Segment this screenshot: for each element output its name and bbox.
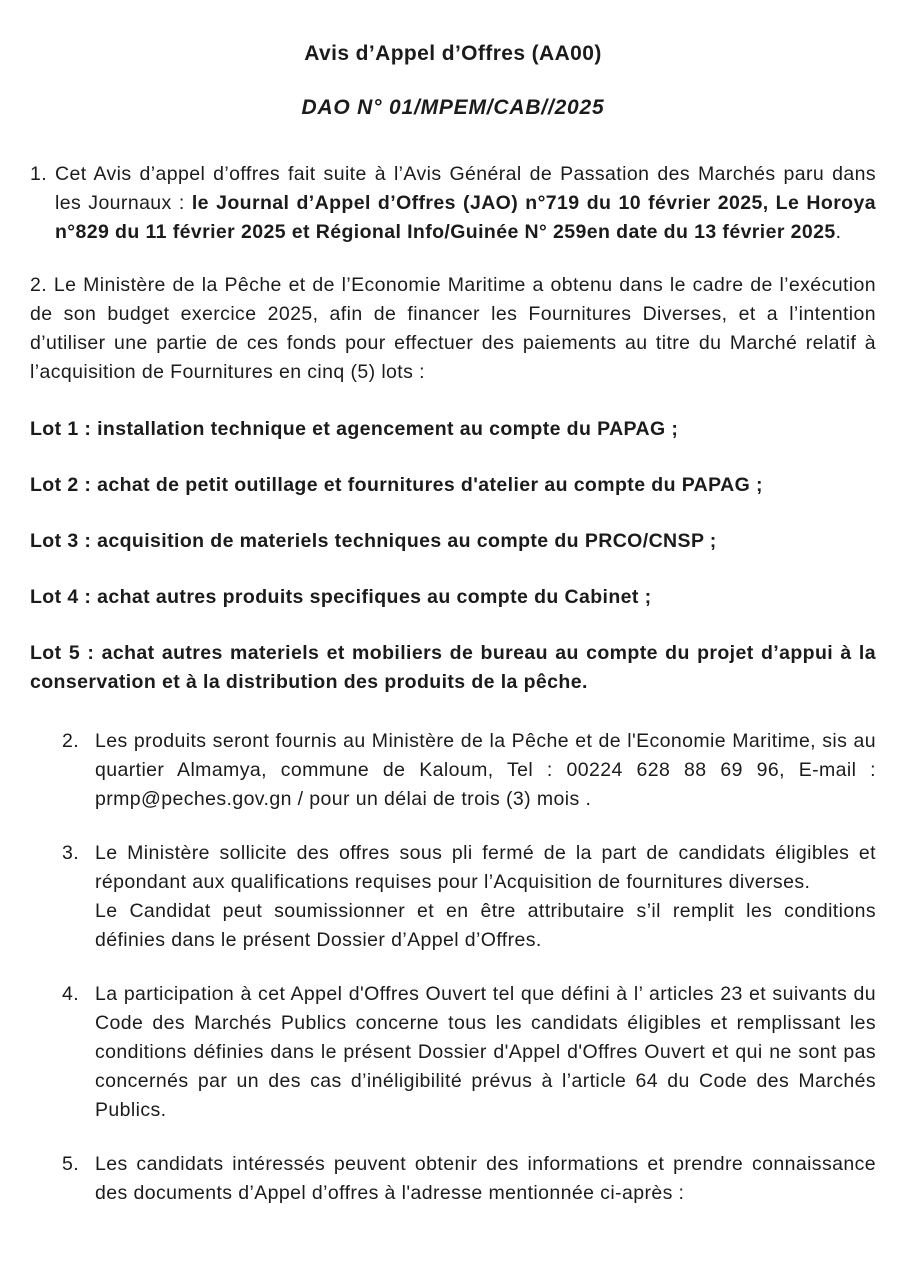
intro-number: 1. (30, 163, 48, 185)
item-3-number: 3. (62, 842, 80, 864)
doc-reference: DAO N° 01/MPEM/CAB//2025 (301, 96, 605, 119)
item-4-paragraph: La participation à cet Appel d'Offres Ouvert tel que défini à l’ articles 23 et suivants du Code des Marchés Publics concerne tous les candidats éligibles et remplissant les conditions définies dans le présent Dossier d'Appel d'Offres Ouvert et qui ne sont pas concernés par un des cas d’inéligibilité prévus à l’article 64 du Code des Marchés Publics. (95, 983, 876, 1121)
item-3-paragraph-2: Le Candidat peut soumissionner et en être attributaire s’il remplit les conditions définies dans le présent Dossier d’Appel d’Offres. (95, 900, 876, 951)
page-title: Avis d’Appel d’Offres (AA00) (304, 42, 602, 65)
list-item-2 (30, 727, 876, 814)
lot-1: Lot 1 : installation technique et agencement au compte du PAPAG ; (30, 418, 679, 440)
intro-text: Cet Avis d’appel d’offres fait suite à l’Avis Général de Passation des Marchés paru dans les Journaux : (55, 163, 876, 214)
item-5-number: 5. (62, 1153, 80, 1175)
lot-2: Lot 2 : achat de petit outillage et fournitures d'atelier au compte du PAPAG ; (30, 474, 763, 496)
lot-5: Lot 5 : achat autres materiels et mobiliers de bureau au compte du projet d’appui à la conservation et à la distribution des produits de la pêche. (30, 642, 876, 693)
intro-paragraph (30, 160, 876, 247)
list-item-5 (30, 1150, 876, 1208)
list-item-3 (30, 839, 876, 955)
item-5-paragraph: Les candidats intéressés peuvent obtenir des informations et prendre connaissance des documents d’Appel d’offres à l'adresse mentionnée ci-après : (95, 1153, 876, 1204)
item-2-paragraph: Les produits seront fournis au Ministère de la Pêche et de l'Economie Maritime, sis au quartier Almamya, commune de Kaloum, Tel : 00224 628 88 69 96, E-mail : prmp@peches.gov.gn / pour un délai de trois (3) mois . (95, 730, 876, 810)
item-4-number: 4. (62, 983, 80, 1005)
list-item-4 (30, 980, 876, 1125)
item-3-paragraph-1: Le Ministère sollicite des offres sous pli fermé de la part de candidats éligibles et répondant aux qualifications requises pour l’Acquisition de fournitures diverses. (95, 842, 876, 893)
paragraph-2: 2. Le Ministère de la Pêche et de l’Economie Maritime a obtenu dans le cadre de l’exécution de son budget exercice 2025, afin de financer les Fournitures Diverses, et a l’intention d’utiliser une partie de ces fonds pour effectuer des paiements au titre du Marché relatif à l’acquisition de Fournitures en cinq (5) lots : (30, 274, 876, 383)
intro-journals-bold: le Journal d’Appel d’Offres (JAO) n°719 du 10 février 2025, Le Horoya n°829 du 11 février 2025 et Régional Info/Guinée N° 259en date du 13 février 2025 (55, 192, 876, 243)
item-2-number: 2. (62, 730, 80, 752)
intro-period: . (835, 221, 842, 243)
lot-4: Lot 4 : achat autres produits specifiques au compte du Cabinet ; (30, 586, 652, 608)
lot-3: Lot 3 : acquisition de materiels techniques au compte du PRCO/CNSP ; (30, 530, 717, 552)
